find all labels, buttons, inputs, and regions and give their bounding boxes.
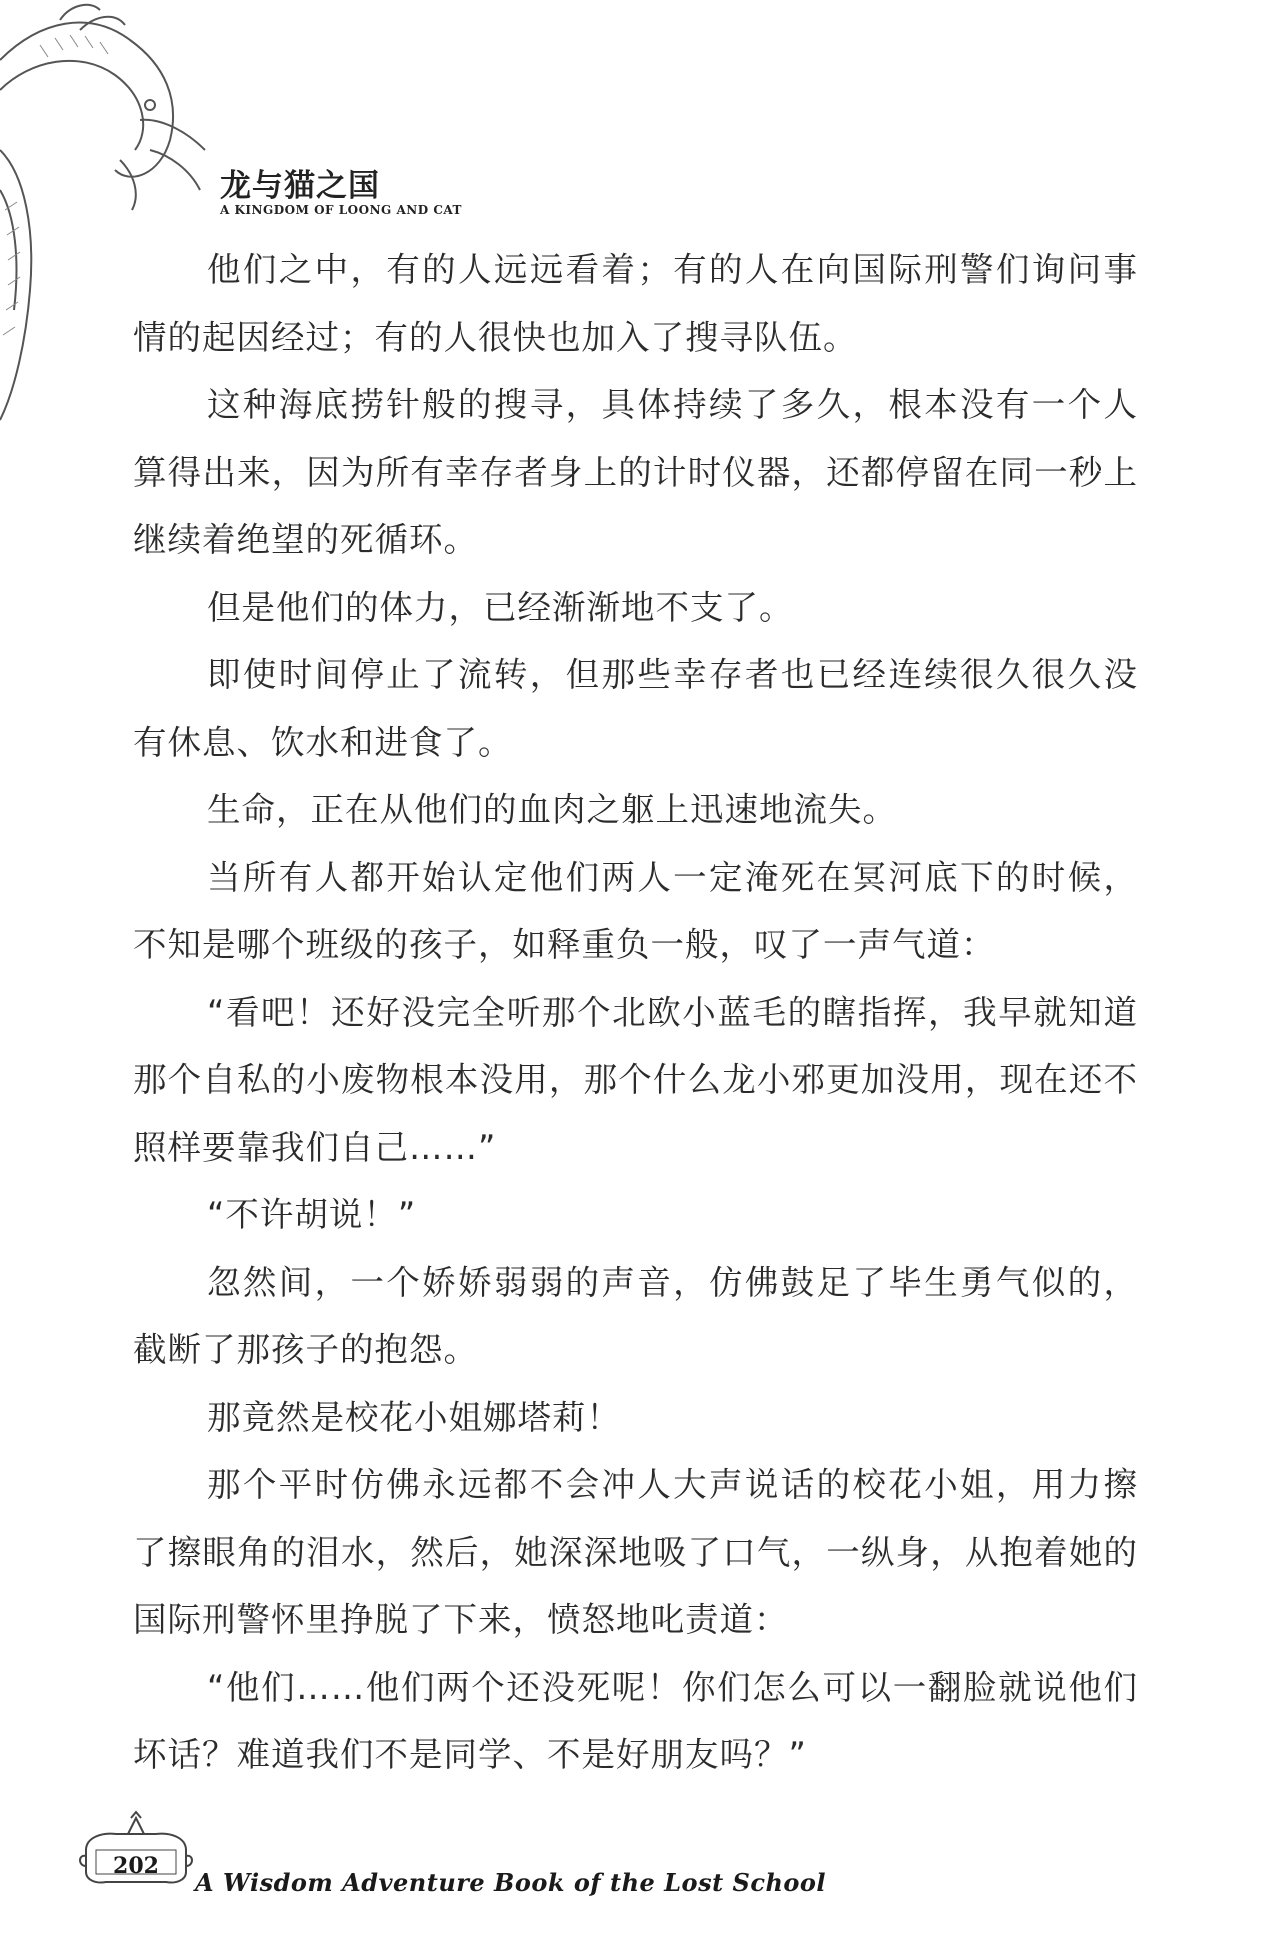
paragraph: 那竟然是校花小姐娜塔莉！ [207,1397,621,1437]
paragraph: 那个平时仿佛永远都不会冲人大声说话的校花小姐，用力擦了擦眼角的泪水，然后，她深深地吸了口气，一纵身，从抱着她的国际刑警怀里挣脱了下来，愤怒地叱责道： [133,1465,1138,1639]
paragraph: 这种海底捞针般的搜寻，具体持续了多久，根本没有一个人算得出来，因为所有幸存者身上的计时仪器，还都停留在同一秒上继续着绝望的死循环。 [133,385,1138,559]
running-header-subtitle: A KINGDOM OF LOONG AND CAT [220,203,462,217]
body-text [133,236,1138,1789]
running-header-title: 龙与猫之国 [220,168,380,204]
paragraph: “他们……他们两个还没死呢！你们怎么可以一翻脸就说他们坏话？难道我们不是同学、不是好朋友吗？” [133,1667,1138,1774]
paragraph: 但是他们的体力，已经渐渐地不支了。 [207,587,794,627]
paragraph: “看吧！还好没完全听那个北欧小蓝毛的瞎指挥，我早就知道那个自私的小废物根本没用，那个什么龙小邪更加没用，现在还不照样要靠我们自己……” [133,992,1138,1167]
paragraph: 生命，正在从他们的血肉之躯上迅速地流失。 [207,790,897,829]
running-footer-title: A Wisdom Adventure Book of the Lost School [195,1868,827,1897]
paragraph: 忽然间，一个娇娇弱弱的声音，仿佛鼓足了毕生勇气似的，截断了那孩子的抱怨。 [133,1262,1138,1369]
paragraph: 他们之中，有的人远远看着；有的人在向国际刑警们询问事情的起因经过；有的人很快也加入了搜寻队伍。 [133,250,1138,357]
page-number: 202 [113,1853,159,1879]
paragraph: “不许胡说！” [207,1195,417,1234]
paragraph: 即使时间停止了流转，但那些幸存者也已经连续很久很久没有休息、饮水和进食了。 [133,655,1138,762]
paragraph: 当所有人都开始认定他们两人一定淹死在冥河底下的时候，不知是哪个班级的孩子，如释重负一般，叹了一声气道： [133,857,1138,964]
